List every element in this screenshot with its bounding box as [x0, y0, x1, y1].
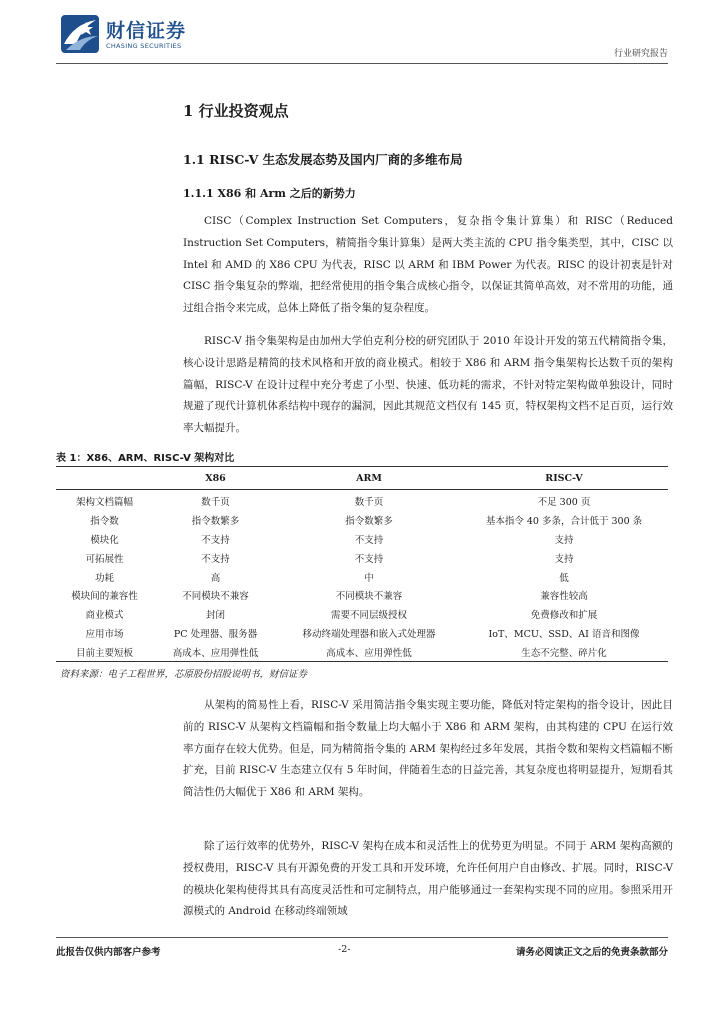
table-cell: 不支持 [354, 534, 384, 546]
table-row [56, 511, 668, 530]
table-row [56, 567, 668, 586]
paragraph-cisc-risc: CISC（Complex Instruction Set Computers，复杂指令集计算集）和 RISC（Reduced Instruction Set Computers，精简指令集计算集）是两大类主流的 CPU 指令集类型，其中，CISC 以 Intel 和 AMD 的 X86 CPU 为代表，RISC 以 ARM 和 IBM Power 为代表。RISC 的设计初衷是针对 CISC 指令集复杂的弊端，把经常使用的指令集合成核心指令，以保证其简单高效，对不常用的功能，通过组合指令来完成，总体上降低了指令集的复杂程度。 [183, 215, 673, 315]
table-row [56, 490, 668, 511]
table-row [56, 548, 668, 567]
table-cell: 需要不同层级授权 [330, 610, 407, 622]
table-cell: PC 处理器、服务器 [173, 628, 258, 640]
table-cell: 不支持 [201, 534, 230, 546]
table-header-cell [56, 467, 153, 490]
table-cell: 不支持 [354, 553, 384, 565]
table-cell: 数千页 [354, 497, 384, 509]
table-cell: 基本指令 40 多条，合计低于 300 条 [485, 516, 643, 528]
table-cell: 中 [364, 572, 374, 584]
footer-disclaimer-right: 请务必阅读正文之后的免责条款部分 [515, 947, 668, 958]
table-cell: 可拓展性 [85, 553, 124, 565]
section-heading-1: 1 行业投资观点 [183, 102, 289, 120]
table-row [56, 624, 668, 643]
table-cell: 高成本、应用弹性低 [278, 642, 460, 661]
section-heading-1-1: 1.1 RISC-V 生态发展态势及国内厂商的多维布局 [183, 152, 463, 167]
logo-chinese-name: 财信证券 [106, 20, 187, 42]
report-type-label: 行业研究报告 [613, 49, 668, 59]
table-cell: 免费修改和扩展 [530, 610, 598, 622]
paragraph-riscv-intro: RISC-V 指令集架构是由加州大学伯克利分校的研究团队于 2010 年设计开发的第五代精简指令集，核心设计思路是精简的技术风格和开放的商业模式。相较于 X86 和 ARM 指令集架构长达数千页的架构篇幅，RISC-V 在设计过程中充分考虑了小型、快速、低功耗的需求，不针对特定架构做单独设计，同时规避了现代计算机体系结构中现存的漏洞，因此其规范文档仅有 145 页，特权架构文档不足百页，运行效率大幅提升。 [183, 335, 673, 435]
table-cell: 移动终端处理器和嵌入式处理器 [302, 628, 436, 640]
table-header-row [56, 467, 668, 490]
table-cell: 架构文档篇幅 [75, 497, 133, 509]
table-cell: 兼容性较高 [540, 591, 588, 603]
table-cell: 生态不完整、碎片化 [460, 642, 668, 661]
paragraph-simplicity: 从架构的简易性上看，RISC-V 采用简洁指令集实现主要功能，降低对特定架构的指令设计，因此目前的 RISC-V 从架构文档篇幅和指令数量上均大幅小于 X86 和 ARM 架构，由其构建的 CPU 在运行效率方面存在较大优势。但是，同为精简指令集的 ARM 架构经过多年发展，其指令数和架构文档篇幅不断扩充，目前 RISC-V 生态建立仅有 5 年时间，伴随着生态的日益完善，其复杂度也将明显提升，短期看其简洁性仍大幅优于 X86 和 ARM 架构。 [183, 699, 673, 799]
table-cell: 高成本、应用弹性低 [153, 642, 278, 661]
table-cell: 支持 [554, 553, 574, 565]
table-row [56, 530, 668, 549]
table-cell: 功耗 [94, 572, 114, 584]
table-source-note: 资料来源：电子工程世界，芯原股份招股说明书，财信证券 [60, 669, 308, 680]
table-header-cell: X86 [153, 467, 278, 490]
table-cell: 指令数 [90, 516, 119, 528]
table-cell: 封闭 [205, 610, 225, 622]
table-cell: 应用市场 [85, 628, 124, 640]
table-row [56, 642, 668, 661]
table-cell: 不同模块不兼容 [182, 591, 249, 603]
comparison-table [56, 466, 668, 662]
table-cell: 商业模式 [85, 610, 124, 622]
table-cell: 指令数繁多 [345, 516, 393, 528]
table-header-cell: RISC-V [460, 467, 668, 490]
company-logo [60, 14, 195, 56]
table-cell: 目前主要短板 [56, 642, 153, 661]
table-row [56, 586, 668, 605]
table-cell: 不同模块不兼容 [335, 591, 403, 603]
table-cell: 指令数繁多 [191, 516, 240, 528]
table-cell: 不支持 [201, 553, 230, 565]
table-cell: 模块化 [90, 534, 119, 546]
footer-divider [56, 937, 668, 938]
paragraph-cost-flexibility: 除了运行效率的优势外，RISC-V 架构在成本和灵活性上的优势更为明显。不同于 ARM 架构高额的授权费用，RISC-V 具有开源免费的开发工具和开发环境，允许任何用户自由修改、扩展。同时，RISC-V 的模块化架构使得其具有高度灵活性和可定制特点，用户能够通过一套架构实现不同的应用。参照采用开源模式的 Android 在移动终端领域 [183, 840, 673, 918]
table-cell: IoT、MCU、SSD、AI 语音和图像 [488, 628, 640, 640]
footer-disclaimer-left: 此报告仅供内部客户参考 [56, 947, 161, 958]
table-cell: 高 [210, 572, 221, 584]
header-divider [56, 63, 668, 64]
table-title: 表 1：X86、ARM、RISC-V 架构对比 [56, 453, 235, 464]
page-number: -2- [338, 944, 351, 955]
table-header-cell: ARM [278, 467, 460, 490]
logo-icon [60, 14, 100, 54]
logo-english-name: CHASING SECURITIES [106, 42, 182, 50]
section-heading-1-1-1: 1.1.1 X86 和 Arm 之后的新势力 [183, 187, 356, 200]
table-cell: 不足 300 页 [537, 497, 591, 509]
table-row [56, 605, 668, 624]
table-cell: 低 [559, 572, 569, 584]
table-cell: 数千页 [201, 497, 230, 509]
table-cell: 支持 [554, 534, 574, 546]
table-cell: 模块间的兼容性 [71, 591, 138, 603]
